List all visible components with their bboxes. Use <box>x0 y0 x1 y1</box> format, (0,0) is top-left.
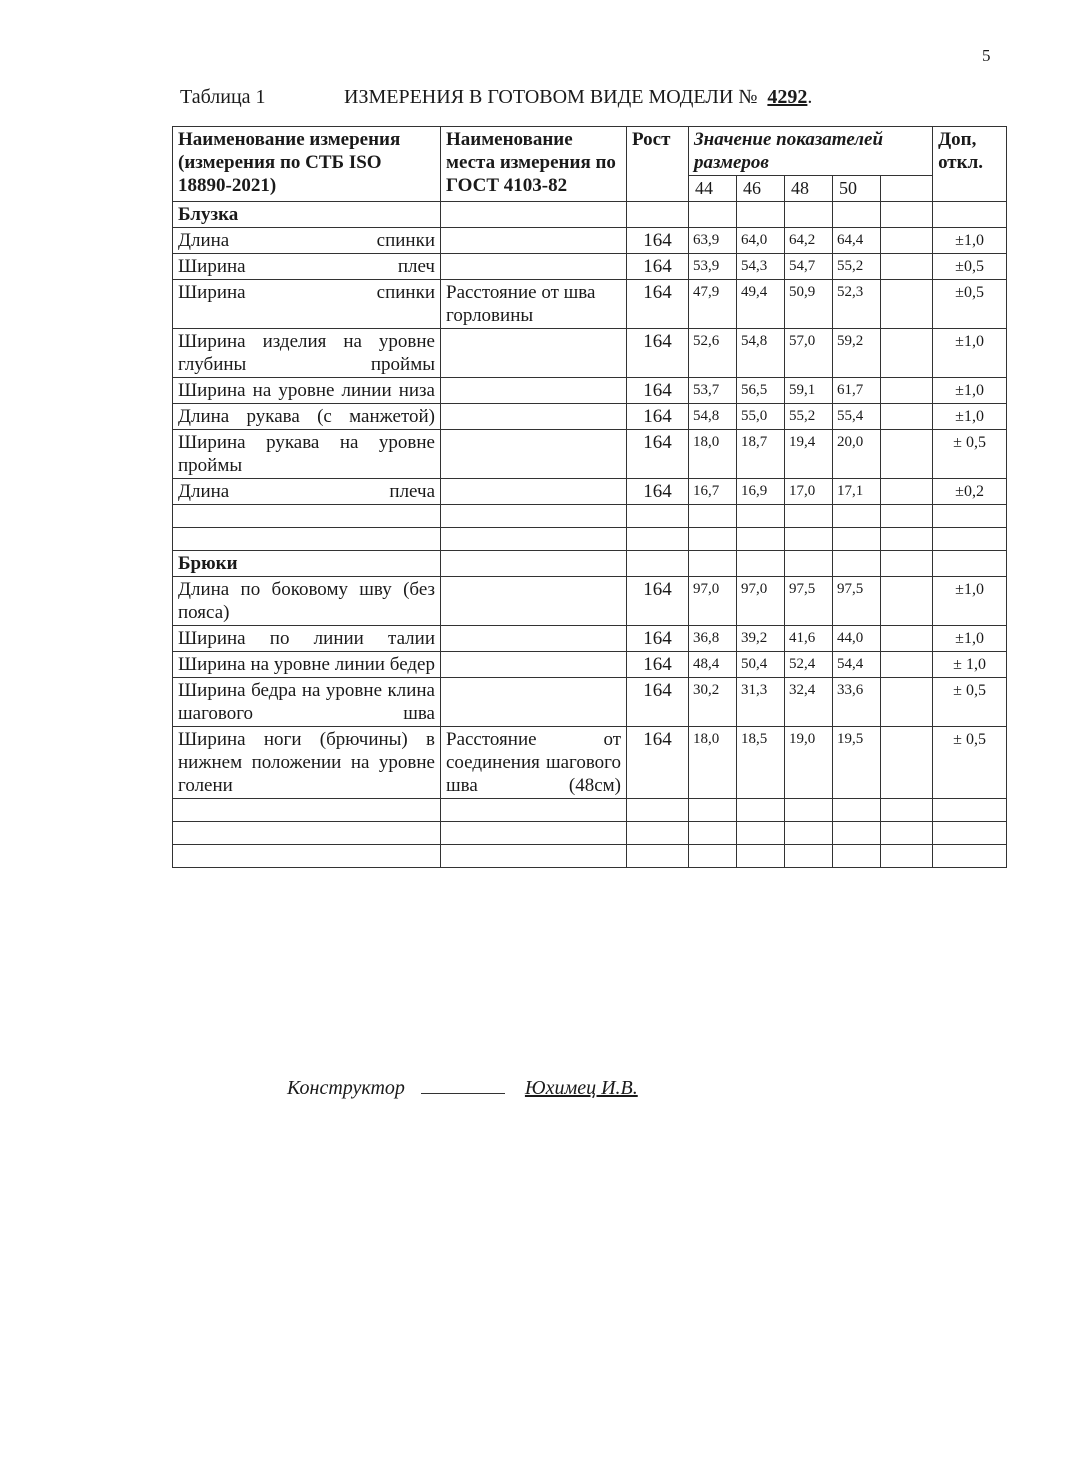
size-value: 30,2 <box>689 678 737 727</box>
size-value: 18,5 <box>737 727 785 799</box>
page-number: 5 <box>982 46 991 65</box>
table-row <box>173 254 1007 280</box>
size-value: 19,5 <box>833 727 881 799</box>
size-value: 52,6 <box>689 329 737 378</box>
blank-cell <box>933 799 1007 822</box>
size-value: 56,5 <box>737 378 785 404</box>
section-row <box>173 551 1007 577</box>
blank-cell <box>785 505 833 528</box>
tolerance-value: ± 0,5 <box>933 678 1007 727</box>
measurement-place <box>441 404 627 430</box>
size-value-empty <box>881 254 933 280</box>
size-value: 55,2 <box>833 254 881 280</box>
blank-cell <box>737 528 785 551</box>
blank-cell <box>933 845 1007 868</box>
size-value: 54,8 <box>689 404 737 430</box>
blank-cell <box>441 845 627 868</box>
size-value-empty <box>881 430 933 479</box>
signature-role: Конструктор <box>287 1077 405 1099</box>
table-row <box>173 626 1007 652</box>
measurement-place <box>441 652 627 678</box>
blank-cell <box>785 822 833 845</box>
blank-cell <box>441 799 627 822</box>
size-value: 59,1 <box>785 378 833 404</box>
table-row <box>173 678 1007 727</box>
table-row <box>173 228 1007 254</box>
size-value: 97,0 <box>689 577 737 626</box>
header-rost: Рост <box>627 127 689 202</box>
measurement-name: Ширина спинки <box>173 280 441 329</box>
size-value: 52,3 <box>833 280 881 329</box>
measurement-name: Ширина на уровне линии бедер <box>173 652 441 678</box>
size-50: 50 <box>833 176 881 202</box>
size-value: 97,0 <box>737 577 785 626</box>
blank-row <box>173 822 1007 845</box>
blank-cell <box>785 799 833 822</box>
blank-cell <box>833 822 881 845</box>
section-title: Блузка <box>173 202 441 228</box>
blank-cell <box>881 528 933 551</box>
size-value: 59,2 <box>833 329 881 378</box>
blank-cell <box>689 822 737 845</box>
size-value: 64,4 <box>833 228 881 254</box>
size-value: 52,4 <box>785 652 833 678</box>
section-empty-cell <box>833 202 881 228</box>
measurement-name: Ширина рукава на уровне проймы <box>173 430 441 479</box>
measurement-name: Ширина бедра на уровне клина шагового шва <box>173 678 441 727</box>
tolerance-value: ± 1,0 <box>933 652 1007 678</box>
rost-value: 164 <box>627 652 689 678</box>
measurement-name: Длина по боковому шву (без пояса) <box>173 577 441 626</box>
measurement-place <box>441 329 627 378</box>
rost-value: 164 <box>627 727 689 799</box>
table-row <box>173 727 1007 799</box>
measurement-place <box>441 678 627 727</box>
size-value: 44,0 <box>833 626 881 652</box>
measurement-name: Длина рукава (с манжетой) <box>173 404 441 430</box>
size-value: 55,0 <box>737 404 785 430</box>
size-value: 19,4 <box>785 430 833 479</box>
section-empty-cell <box>785 202 833 228</box>
blank-cell <box>737 799 785 822</box>
blank-cell <box>627 799 689 822</box>
size-value: 17,1 <box>833 479 881 505</box>
size-value: 48,4 <box>689 652 737 678</box>
section-empty-cell <box>881 551 933 577</box>
size-44: 44 <box>689 176 737 202</box>
section-row <box>173 202 1007 228</box>
blank-cell <box>737 845 785 868</box>
header-tolerance: Доп, откл. <box>933 127 1007 202</box>
size-value: 32,4 <box>785 678 833 727</box>
size-value: 16,9 <box>737 479 785 505</box>
title-text: ИЗМЕРЕНИЯ В ГОТОВОМ ВИДЕ МОДЕЛИ № <box>344 86 758 108</box>
measurement-name: Ширина на уровне линии низа <box>173 378 441 404</box>
size-value-empty <box>881 404 933 430</box>
blank-cell <box>441 528 627 551</box>
measurement-name: Ширина плеч <box>173 254 441 280</box>
size-value-empty <box>881 652 933 678</box>
size-value: 50,9 <box>785 280 833 329</box>
blank-cell <box>833 528 881 551</box>
table-row <box>173 329 1007 378</box>
measurement-place <box>441 254 627 280</box>
blank-cell <box>785 528 833 551</box>
table-row <box>173 430 1007 479</box>
size-value: 31,3 <box>737 678 785 727</box>
blank-cell <box>441 505 627 528</box>
size-value: 57,0 <box>785 329 833 378</box>
measurement-place <box>441 626 627 652</box>
table-row <box>173 652 1007 678</box>
tolerance-value: ±0,2 <box>933 479 1007 505</box>
title-end: . <box>807 86 813 108</box>
size-48: 48 <box>785 176 833 202</box>
measurement-name: Ширина ноги (брючины) в нижнем положении на уровне голени <box>173 727 441 799</box>
blank-cell <box>881 822 933 845</box>
measurement-place <box>441 430 627 479</box>
size-value: 17,0 <box>785 479 833 505</box>
section-empty-cell <box>737 202 785 228</box>
table-row <box>173 280 1007 329</box>
blank-cell <box>627 822 689 845</box>
section-empty-cell <box>441 551 627 577</box>
blank-row <box>173 799 1007 822</box>
blank-cell <box>173 845 441 868</box>
blank-row <box>173 528 1007 551</box>
signature-block <box>287 1075 638 1100</box>
size-value-empty <box>881 727 933 799</box>
tolerance-value: ±1,0 <box>933 378 1007 404</box>
size-value-empty <box>881 577 933 626</box>
size-value: 39,2 <box>737 626 785 652</box>
measurement-place <box>441 378 627 404</box>
table-label: Таблица 1 <box>180 86 266 108</box>
blank-cell <box>833 799 881 822</box>
tolerance-value: ±0,5 <box>933 254 1007 280</box>
size-value-empty <box>881 378 933 404</box>
size-value: 55,2 <box>785 404 833 430</box>
blank-cell <box>627 528 689 551</box>
section-empty-cell <box>737 551 785 577</box>
section-empty-cell <box>785 551 833 577</box>
size-value: 53,7 <box>689 378 737 404</box>
section-empty-cell <box>933 202 1007 228</box>
table-row <box>173 378 1007 404</box>
blank-cell <box>689 505 737 528</box>
size-value: 97,5 <box>785 577 833 626</box>
measurement-place <box>441 479 627 505</box>
blank-row <box>173 845 1007 868</box>
tolerance-value: ± 0,5 <box>933 727 1007 799</box>
size-value: 18,0 <box>689 430 737 479</box>
blank-cell <box>173 505 441 528</box>
blank-cell <box>173 528 441 551</box>
section-empty-cell <box>833 551 881 577</box>
table-row <box>173 479 1007 505</box>
rost-value: 164 <box>627 430 689 479</box>
measurements-table <box>172 126 1007 868</box>
size-value: 63,9 <box>689 228 737 254</box>
tolerance-value: ±1,0 <box>933 404 1007 430</box>
blank-cell <box>933 822 1007 845</box>
section-empty-cell <box>627 551 689 577</box>
size-value: 41,6 <box>785 626 833 652</box>
section-empty-cell <box>881 202 933 228</box>
rost-value: 164 <box>627 577 689 626</box>
rost-value: 164 <box>627 280 689 329</box>
size-value: 54,7 <box>785 254 833 280</box>
signature-name: Юхимец И.В. <box>524 1077 638 1099</box>
tolerance-value: ± 0,5 <box>933 430 1007 479</box>
size-value: 97,5 <box>833 577 881 626</box>
size-value: 64,2 <box>785 228 833 254</box>
measurement-place <box>441 228 627 254</box>
size-value-empty <box>881 280 933 329</box>
blank-cell <box>881 505 933 528</box>
measurement-place: Расстояние от шва горловины <box>441 280 627 329</box>
rost-value: 164 <box>627 254 689 280</box>
measurement-name: Длина спинки <box>173 228 441 254</box>
rost-value: 164 <box>627 678 689 727</box>
size-value: 55,4 <box>833 404 881 430</box>
header-place: Наименование места измерения по ГОСТ 4103-82 <box>441 127 627 202</box>
blank-row <box>173 505 1007 528</box>
blank-cell <box>833 845 881 868</box>
size-value-empty <box>881 678 933 727</box>
blank-cell <box>881 845 933 868</box>
tolerance-value: ±1,0 <box>933 329 1007 378</box>
size-value: 36,8 <box>689 626 737 652</box>
section-title: Брюки <box>173 551 441 577</box>
size-value: 54,3 <box>737 254 785 280</box>
tolerance-value: ±1,0 <box>933 626 1007 652</box>
blank-cell <box>689 845 737 868</box>
size-value: 16,7 <box>689 479 737 505</box>
size-value: 53,9 <box>689 254 737 280</box>
blank-cell <box>833 505 881 528</box>
measurement-name: Ширина изделия на уровне глубины проймы <box>173 329 441 378</box>
rost-value: 164 <box>627 378 689 404</box>
table-row <box>173 404 1007 430</box>
size-value-empty <box>881 479 933 505</box>
size-value: 49,4 <box>737 280 785 329</box>
blank-cell <box>737 505 785 528</box>
signature-line <box>421 1075 505 1094</box>
size-value: 47,9 <box>689 280 737 329</box>
header-name: Наименование измерения (измерения по СТБ ISO 18890-2021) <box>173 127 441 202</box>
size-value: 54,4 <box>833 652 881 678</box>
table-row <box>173 577 1007 626</box>
blank-cell <box>737 822 785 845</box>
blank-cell <box>689 799 737 822</box>
size-value: 19,0 <box>785 727 833 799</box>
rost-value: 164 <box>627 228 689 254</box>
section-empty-cell <box>441 202 627 228</box>
measurement-name: Длина плеча <box>173 479 441 505</box>
tolerance-value: ±1,0 <box>933 228 1007 254</box>
blank-cell <box>441 822 627 845</box>
measurement-name: Ширина по линии талии <box>173 626 441 652</box>
blank-cell <box>785 845 833 868</box>
section-empty-cell <box>933 551 1007 577</box>
size-value-empty <box>881 329 933 378</box>
table-title <box>180 86 813 109</box>
measurement-place: Расстояние от соединения шагового шва (48см) <box>441 727 627 799</box>
size-46: 46 <box>737 176 785 202</box>
title-main <box>344 86 812 109</box>
section-empty-cell <box>689 202 737 228</box>
tolerance-value: ±1,0 <box>933 577 1007 626</box>
model-number: 4292 <box>767 86 808 108</box>
size-value: 18,0 <box>689 727 737 799</box>
rost-value: 164 <box>627 626 689 652</box>
size-value: 18,7 <box>737 430 785 479</box>
size-value: 61,7 <box>833 378 881 404</box>
blank-cell <box>933 505 1007 528</box>
rost-value: 164 <box>627 479 689 505</box>
table-body <box>173 202 1007 868</box>
size-value: 20,0 <box>833 430 881 479</box>
rost-value: 164 <box>627 329 689 378</box>
size-value-empty <box>881 626 933 652</box>
section-empty-cell <box>689 551 737 577</box>
blank-cell <box>627 845 689 868</box>
size-value: 64,0 <box>737 228 785 254</box>
blank-cell <box>933 528 1007 551</box>
size-value-empty <box>881 228 933 254</box>
blank-cell <box>173 822 441 845</box>
blank-cell <box>689 528 737 551</box>
size-value: 54,8 <box>737 329 785 378</box>
header-row <box>173 127 1007 176</box>
size-empty <box>881 176 933 202</box>
tolerance-value: ±0,5 <box>933 280 1007 329</box>
measurement-place <box>441 577 627 626</box>
header-values: Значение показателей размеров <box>689 127 933 176</box>
size-value: 33,6 <box>833 678 881 727</box>
blank-cell <box>627 505 689 528</box>
size-value: 50,4 <box>737 652 785 678</box>
blank-cell <box>881 799 933 822</box>
rost-value: 164 <box>627 404 689 430</box>
section-empty-cell <box>627 202 689 228</box>
blank-cell <box>173 799 441 822</box>
